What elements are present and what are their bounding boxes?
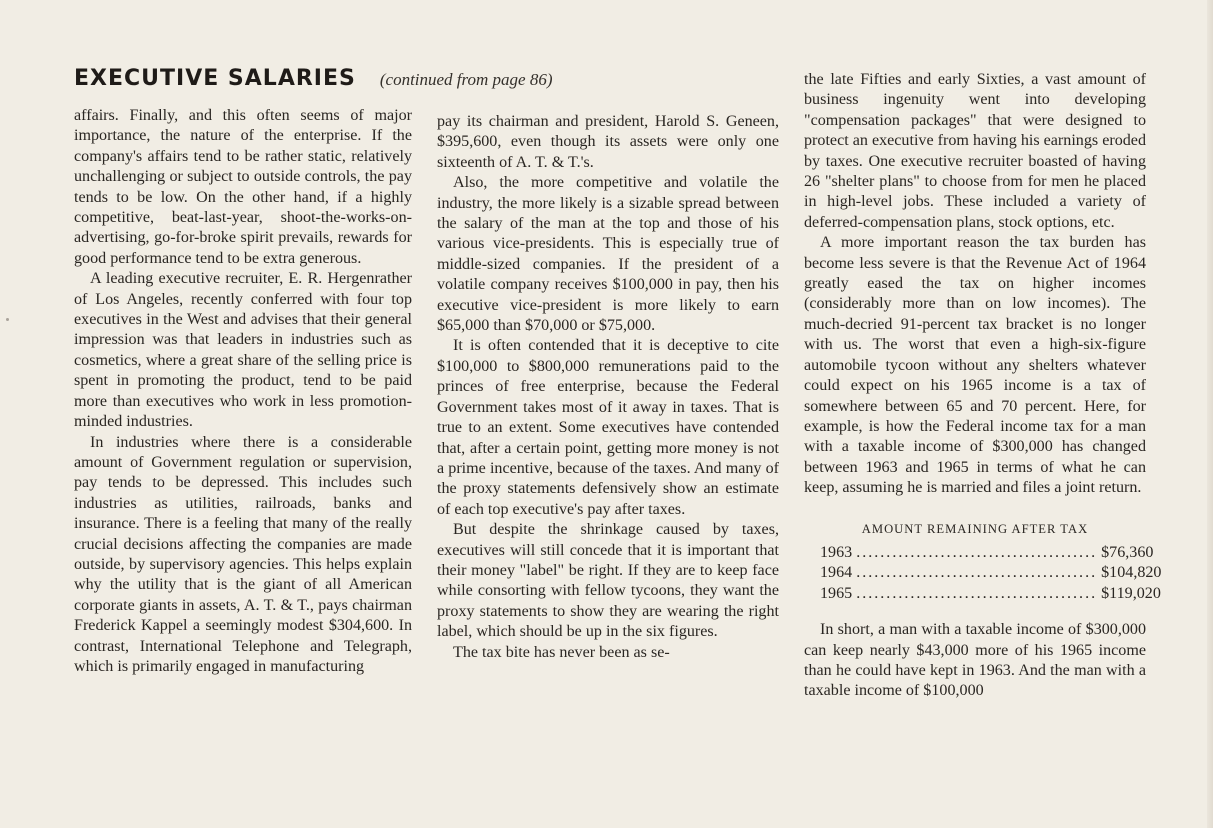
paragraph: In industries where there is a considerable amount of Government regulation or supervision, pay tends to be depressed. This includes such industries as utilities, railroads, banks and insurance. There is a feeling that many of the really crucial decisions affecting the companies are made outside, by supervisory agencies. This helps explain why the utility that is the giant of all American corporate giants in assets, A. T. & T., pays chairman Frederick Kappel a seemingly modest $304,600. In contrast, International Telephone and Telegraph, which is primarily engaged in manufacturing [74, 433, 412, 675]
tax-table-row [820, 584, 1161, 604]
tax-table-row [820, 543, 1154, 563]
tax-year: 1964 [820, 564, 853, 582]
text-column-2 [437, 112, 779, 663]
tax-table-row [820, 563, 1162, 583]
paragraph: But despite the shrinkage caused by taxes, executives will still concede that it is important that their money "label" be right. If they are to keep face while consorting with fellow tycoons, they want the proxy statements to show they are wearing the right label, which should be up in the six figures. [437, 521, 779, 641]
paragraph: Also, the more competitive and volatile the industry, the more likely is a sizable spread between the salary of the man at the top and those of his various vice-presidents. This is especially true of middle-sized companies. If the president of a volatile company receives $100,000 in pay, then his executive vice-president is more likely to earn $65,000 than $70,000 or $75,000. [437, 174, 779, 335]
article-header [74, 66, 553, 91]
leader-dots: ........................................ [856, 584, 1098, 602]
paper-speck [6, 318, 9, 321]
leader-dots: ........................................ [856, 543, 1098, 561]
tax-amount: $76,360 [1101, 543, 1154, 561]
tax-table [804, 519, 1162, 605]
tax-amount: $104,820 [1101, 564, 1162, 582]
tax-table-title: AMOUNT REMAINING AFTER TAX [861, 521, 1089, 536]
paragraph: The tax bite has never been as se- [453, 643, 670, 661]
tax-amount: $119,020 [1101, 584, 1161, 602]
section-title: EXECUTIVE SALARIES [74, 66, 356, 91]
paragraph: A more important reason the tax burden has become less severe is that the Revenue Act of 1964 greatly eased the tax on higher incomes (considerably more than on low incomes). The much-decried 91-percent tax bracket is no longer with us. The worst that even a high-six-figure automobile tycoon without any shelters whatever could expect on his 1965 income is a tax of somewhere between 65 and 70 percent. Here, for example, is how the Federal income tax for a man with a taxable income of $300,000 has changed between 1963 and 1965 in terms of what he can keep, assuming he is married and files a joint return. [804, 234, 1146, 497]
paragraph: It is often contended that it is deceptive to cite $100,000 to $800,000 remunerations paid to the princes of free enterprise, because the Federal Government takes most of it away in taxes. That is true to an extent. Some executives have contended that, after a certain point, getting more money is not a prime incentive, because of the taxes. And many of the proxy statements defensively show an estimate of each top executive's pay after taxes. [437, 337, 779, 518]
paragraph: pay its chairman and president, Harold S. Geneen, $395,600, even though its assets were only one sixteenth of A. T. & T.'s. [437, 113, 779, 171]
paragraph: A leading executive recruiter, E. R. Hergenrather of Los Angeles, recently conferred with four top executives in the West and advises that their general impression was that leaders in industries such as cosmetics, where a great share of the selling price is spent in promoting the product, tend to be paid more than executives who work in less promotion-minded industries. [74, 270, 412, 431]
text-column-1 [74, 106, 412, 677]
text-column-3 [804, 70, 1162, 702]
leader-dots: ........................................ [856, 564, 1098, 582]
tax-year: 1965 [820, 584, 853, 602]
paragraph: In short, a man with a taxable income of $300,000 can keep nearly $43,000 more of his 1965 income than he could have kept in 1963. And the man with a taxable income of $100,000 [804, 621, 1146, 700]
paragraph: affairs. Finally, and this often seems of major importance, the nature of the enterprise. If the company's affairs tend to be rather static, relatively unchallenging or subject to outside controls, the pay tends to be low. On the other hand, if a highly competitive, beat-last-year, shoot-the-works-on-advertising, go-for-broke spirit prevails, rewards for good performance tend to be extra generous. [74, 107, 412, 267]
paragraph: the late Fifties and early Sixties, a vast amount of business ingenuity went into developing "compensation packages" that were designed to protect an executive from having his earnings eroded by taxes. One executive recruiter boasted of having 26 "shelter plans" to choose from for men he placed in high-level jobs. These included a variety of deferred-compensation plans, stock options, etc. [804, 71, 1146, 231]
tax-year: 1963 [820, 543, 853, 561]
continued-note: (continued from page 86) [379, 70, 553, 89]
page-edge [1207, 0, 1213, 828]
